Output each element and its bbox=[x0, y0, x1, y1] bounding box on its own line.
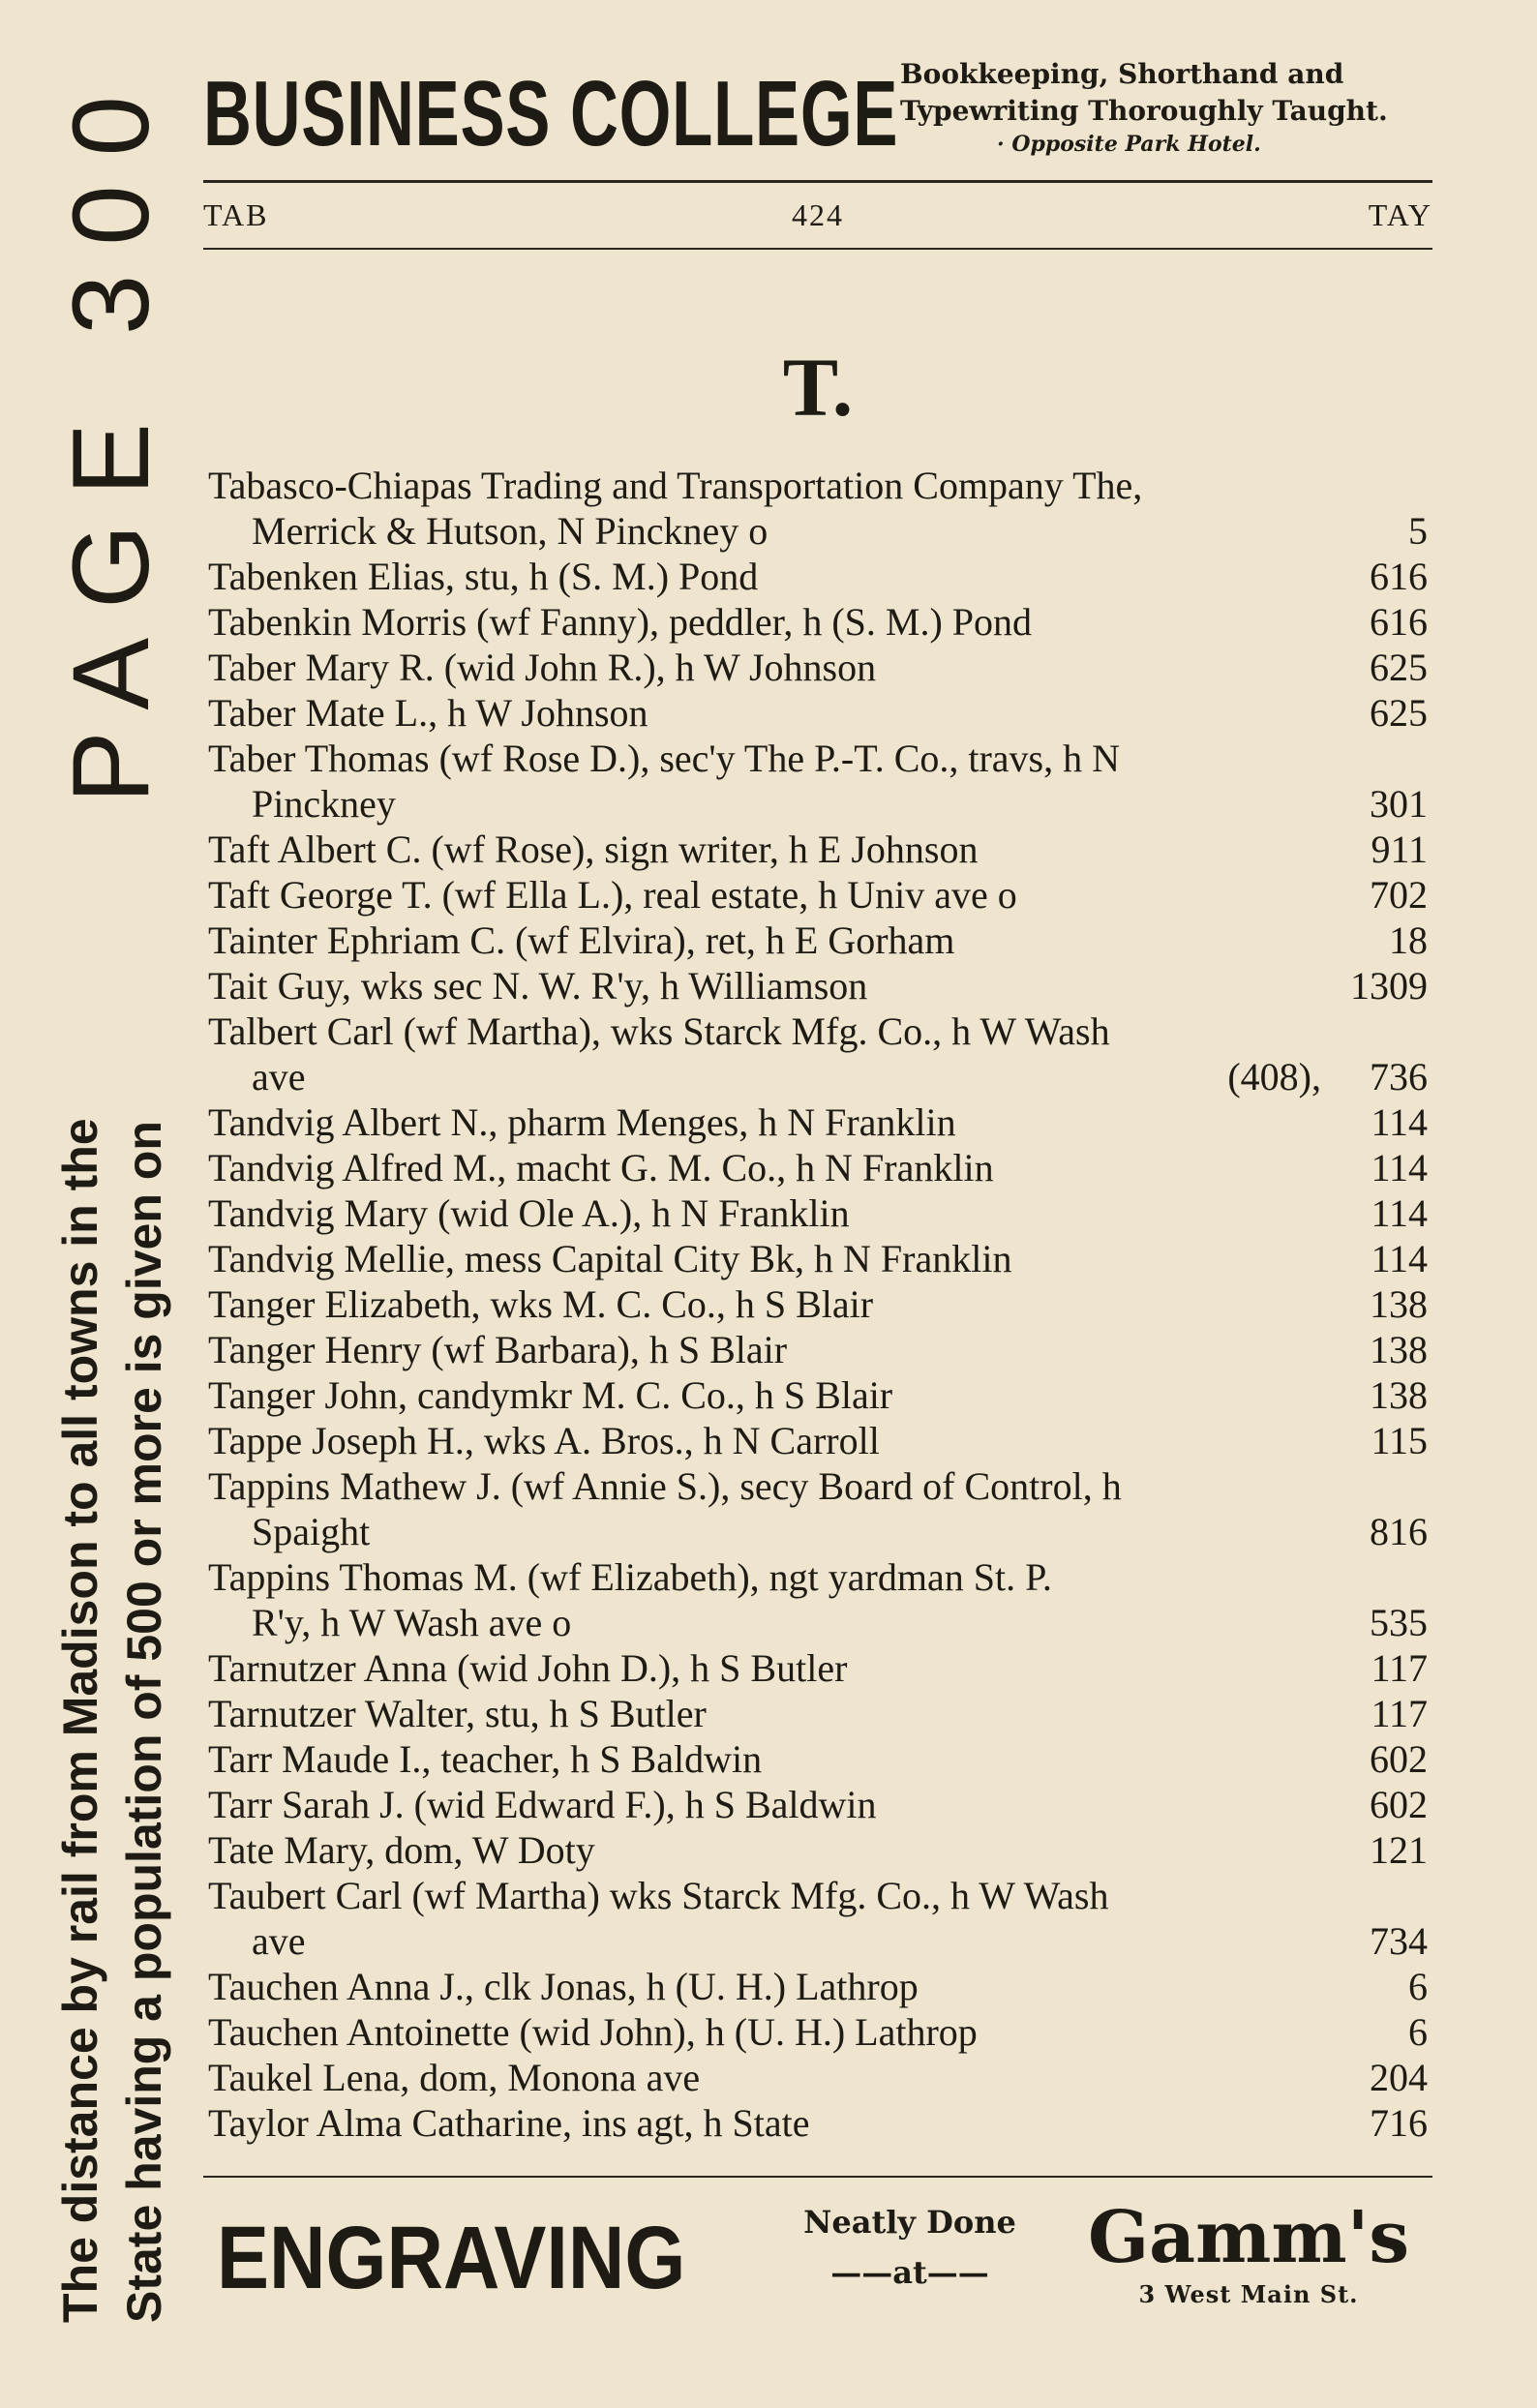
entry-text: Tabenkin Morris (wf Fanny), peddler, h (S. M.) Pond bbox=[208, 600, 1033, 644]
running-header bbox=[203, 196, 1432, 234]
directory-line bbox=[208, 963, 1428, 1008]
top-advert-line-1: Bookkeeping, Shorthand and bbox=[900, 58, 1344, 90]
entry-text: Taber Mary R. (wid John R.), h W Johnson bbox=[208, 646, 877, 689]
side-line-1: The distance by rail from Madison to all towns in the bbox=[53, 1118, 107, 2323]
entry-number: 716 bbox=[1370, 2101, 1428, 2145]
directory-line bbox=[208, 872, 1428, 918]
entry-number: 6 bbox=[1408, 1965, 1428, 2008]
directory-line bbox=[208, 1418, 1428, 1463]
section-letter: T. bbox=[782, 341, 854, 434]
entry-number: 138 bbox=[1370, 1328, 1428, 1371]
bottom-advert-name: Gamm's bbox=[1087, 2196, 1410, 2279]
directory-line bbox=[208, 2055, 1428, 2100]
top-advert bbox=[203, 48, 1432, 174]
directory-line bbox=[208, 1600, 1428, 1645]
entry-text: Taubert Carl (wf Martha) wks Starck Mfg. Co., h W Wash bbox=[208, 1874, 1109, 1917]
entry-number: 115 bbox=[1371, 1419, 1428, 1462]
entry-number: 114 bbox=[1371, 1191, 1428, 1235]
bottom-advert-mid-2: ——at—— bbox=[830, 2254, 989, 2291]
entry-number: 734 bbox=[1370, 1919, 1428, 1963]
directory-line bbox=[208, 1054, 1428, 1099]
entry-text: ave bbox=[252, 1055, 306, 1099]
entry-text: Tabenken Elias, stu, h (S. M.) Pond bbox=[208, 555, 759, 598]
directory-line bbox=[208, 1782, 1428, 1827]
entry-number: 602 bbox=[1370, 1737, 1428, 1781]
entry-text: Taukel Lena, dom, Monona ave bbox=[208, 2056, 701, 2099]
bottom-advert-address: 3 West Main St. bbox=[1138, 2280, 1359, 2308]
directory-line bbox=[208, 1645, 1428, 1691]
bottom-advert bbox=[203, 2187, 1432, 2333]
top-advert-name: BUSINESS COLLEGE bbox=[203, 62, 899, 166]
entry-text: Taft George T. (wf Ella L.), real estate, h Univ ave o bbox=[208, 873, 1017, 917]
entry-number: 301 bbox=[1370, 782, 1428, 826]
top-advert-line-3: · Opposite Park Hotel. bbox=[997, 132, 1261, 157]
entry-number: 1309 bbox=[1350, 964, 1428, 1008]
directory-line bbox=[208, 781, 1428, 827]
entry-text: Tauchen Antoinette (wid John), h (U. H.) Lathrop bbox=[208, 2010, 978, 2054]
directory-line bbox=[208, 1554, 1428, 1600]
directory-line bbox=[208, 1964, 1428, 2009]
entry-text: Taft Albert C. (wf Rose), sign writer, h E Johnson bbox=[208, 828, 979, 871]
entry-number: 138 bbox=[1370, 1373, 1428, 1417]
header-right: TAY bbox=[1368, 197, 1432, 232]
entry-text: Pinckney bbox=[252, 782, 396, 826]
entry-number: 121 bbox=[1370, 1828, 1428, 1872]
directory-line bbox=[208, 1691, 1428, 1736]
entry-number: 6 bbox=[1408, 2010, 1428, 2054]
directory-line bbox=[208, 508, 1428, 554]
entry-number: 535 bbox=[1370, 1601, 1428, 1644]
directory-line bbox=[208, 1145, 1428, 1190]
directory-line bbox=[208, 690, 1428, 736]
entry-text: Tanger Elizabeth, wks M. C. Co., h S Blair bbox=[208, 1282, 874, 1326]
entry-number: 616 bbox=[1370, 555, 1428, 598]
entry-text: Tainter Ephriam C. (wf Elvira), ret, h E Gorham bbox=[208, 918, 955, 962]
directory-line bbox=[208, 827, 1428, 872]
header-left: TAB bbox=[203, 197, 269, 232]
entry-number: 702 bbox=[1370, 873, 1428, 917]
entry-text: Tait Guy, wks sec N. W. R'y, h Williamson bbox=[208, 964, 868, 1008]
entry-text: Tandvig Albert N., pharm Menges, h N Franklin bbox=[208, 1100, 956, 1144]
entry-text: Tandvig Mary (wid Ole A.), h N Franklin bbox=[208, 1191, 850, 1235]
side-line-2: State having a population of 500 or more is given on bbox=[117, 1121, 171, 2323]
page-number: 424 bbox=[792, 197, 844, 232]
directory-line bbox=[208, 1827, 1428, 1873]
entry-text: Tarnutzer Walter, stu, h S Butler bbox=[208, 1692, 707, 1735]
entry-text: Tabasco-Chiapas Trading and Transportation Company The, bbox=[208, 464, 1143, 507]
entry-text: Tappe Joseph H., wks A. Bros., h N Carroll bbox=[208, 1419, 880, 1462]
directory-line bbox=[208, 1372, 1428, 1418]
entry-number: 602 bbox=[1370, 1783, 1428, 1826]
directory-line bbox=[208, 645, 1428, 690]
directory-line bbox=[208, 1099, 1428, 1145]
entry-text: Talbert Carl (wf Martha), wks Starck Mfg. Co., h W Wash bbox=[208, 1009, 1110, 1053]
entry-text: Tandvig Alfred M., macht G. M. Co., h N Franklin bbox=[208, 1146, 994, 1189]
entry-text: Tappins Thomas M. (wf Elizabeth), ngt yardman St. P. bbox=[208, 1555, 1052, 1599]
directory-line bbox=[208, 736, 1428, 781]
entry-text: Tauchen Anna J., clk Jonas, h (U. H.) Lathrop bbox=[208, 1965, 919, 2008]
entry-number: 736 bbox=[1370, 1055, 1428, 1099]
directory-line bbox=[208, 554, 1428, 599]
directory-line bbox=[208, 918, 1428, 963]
top-advert-details bbox=[900, 56, 1442, 159]
entry-number: 625 bbox=[1370, 691, 1428, 735]
directory-line bbox=[208, 1918, 1428, 1964]
directory-line bbox=[208, 1327, 1428, 1372]
entry-number: 911 bbox=[1371, 828, 1428, 871]
bottom-rule bbox=[203, 2176, 1432, 2178]
entry-text: Tanger John, candymkr M. C. Co., h S Blair bbox=[208, 1373, 893, 1417]
directory-line bbox=[208, 1463, 1428, 1509]
entry-number: 204 bbox=[1370, 2056, 1428, 2099]
entry-number: 114 bbox=[1371, 1237, 1428, 1280]
entry-text: Tandvig Mellie, mess Capital City Bk, h N Franklin bbox=[208, 1237, 1012, 1280]
entry-house-number: (408), bbox=[1227, 1055, 1321, 1099]
entry-text: ave bbox=[252, 1919, 306, 1963]
entry-text: Tappins Mathew J. (wf Annie S.), secy Board of Control, h bbox=[208, 1464, 1122, 1508]
side-text bbox=[48, 890, 176, 2323]
entry-number: 18 bbox=[1389, 918, 1428, 962]
entry-number: 5 bbox=[1408, 509, 1428, 553]
directory-line bbox=[208, 1236, 1428, 1281]
directory-line bbox=[208, 599, 1428, 645]
entry-number: 816 bbox=[1370, 1510, 1428, 1553]
directory-line bbox=[208, 1509, 1428, 1554]
bottom-advert-middle bbox=[794, 2197, 1026, 2298]
entry-number: 138 bbox=[1370, 1282, 1428, 1326]
entry-text: Merrick & Hutson, N Pinckney o bbox=[252, 509, 768, 553]
entry-number: 117 bbox=[1371, 1646, 1428, 1690]
top-advert-line-2: Typewriting Thoroughly Taught. bbox=[900, 95, 1388, 127]
directory-line bbox=[208, 1190, 1428, 1236]
directory-line bbox=[208, 463, 1428, 508]
directory-entries bbox=[208, 463, 1428, 2146]
bottom-advert-right bbox=[1065, 2197, 1432, 2311]
entry-text: Tarnutzer Anna (wid John D.), h S Butler bbox=[208, 1646, 848, 1690]
entry-text: Taylor Alma Catharine, ins agt, h State bbox=[208, 2101, 810, 2145]
directory-line bbox=[208, 1281, 1428, 1327]
entry-number: 616 bbox=[1370, 600, 1428, 644]
directory-line bbox=[208, 2100, 1428, 2146]
side-page-ref: PAGE 300 bbox=[50, 67, 171, 803]
entry-number: 114 bbox=[1371, 1100, 1428, 1144]
header-rule bbox=[203, 248, 1432, 250]
entry-text: Tate Mary, dom, W Doty bbox=[208, 1828, 595, 1872]
entry-number: 114 bbox=[1371, 1146, 1428, 1189]
entry-text: Tanger Henry (wf Barbara), h S Blair bbox=[208, 1328, 788, 1371]
directory-line bbox=[208, 1008, 1428, 1054]
entry-text: Tarr Sarah J. (wid Edward F.), h S Baldwin bbox=[208, 1783, 877, 1826]
directory-line bbox=[208, 2009, 1428, 2055]
entry-text: Taber Mate L., h W Johnson bbox=[208, 691, 648, 735]
top-rule bbox=[203, 180, 1432, 183]
entry-number: 625 bbox=[1370, 646, 1428, 689]
directory-line bbox=[208, 1736, 1428, 1782]
bottom-advert-mid-1: Neatly Done bbox=[803, 2204, 1016, 2241]
entry-text: Spaight bbox=[252, 1510, 371, 1553]
entry-text: R'y, h W Wash ave o bbox=[252, 1601, 572, 1644]
entry-text: Taber Thomas (wf Rose D.), sec'y The P.-T. Co., travs, h N bbox=[208, 737, 1121, 780]
entry-text: Tarr Maude I., teacher, h S Baldwin bbox=[208, 1737, 763, 1781]
bottom-advert-left: ENGRAVING bbox=[217, 2209, 686, 2307]
side-advert bbox=[48, 58, 194, 2323]
entry-number: 117 bbox=[1371, 1692, 1428, 1735]
directory-line bbox=[208, 1873, 1428, 1918]
